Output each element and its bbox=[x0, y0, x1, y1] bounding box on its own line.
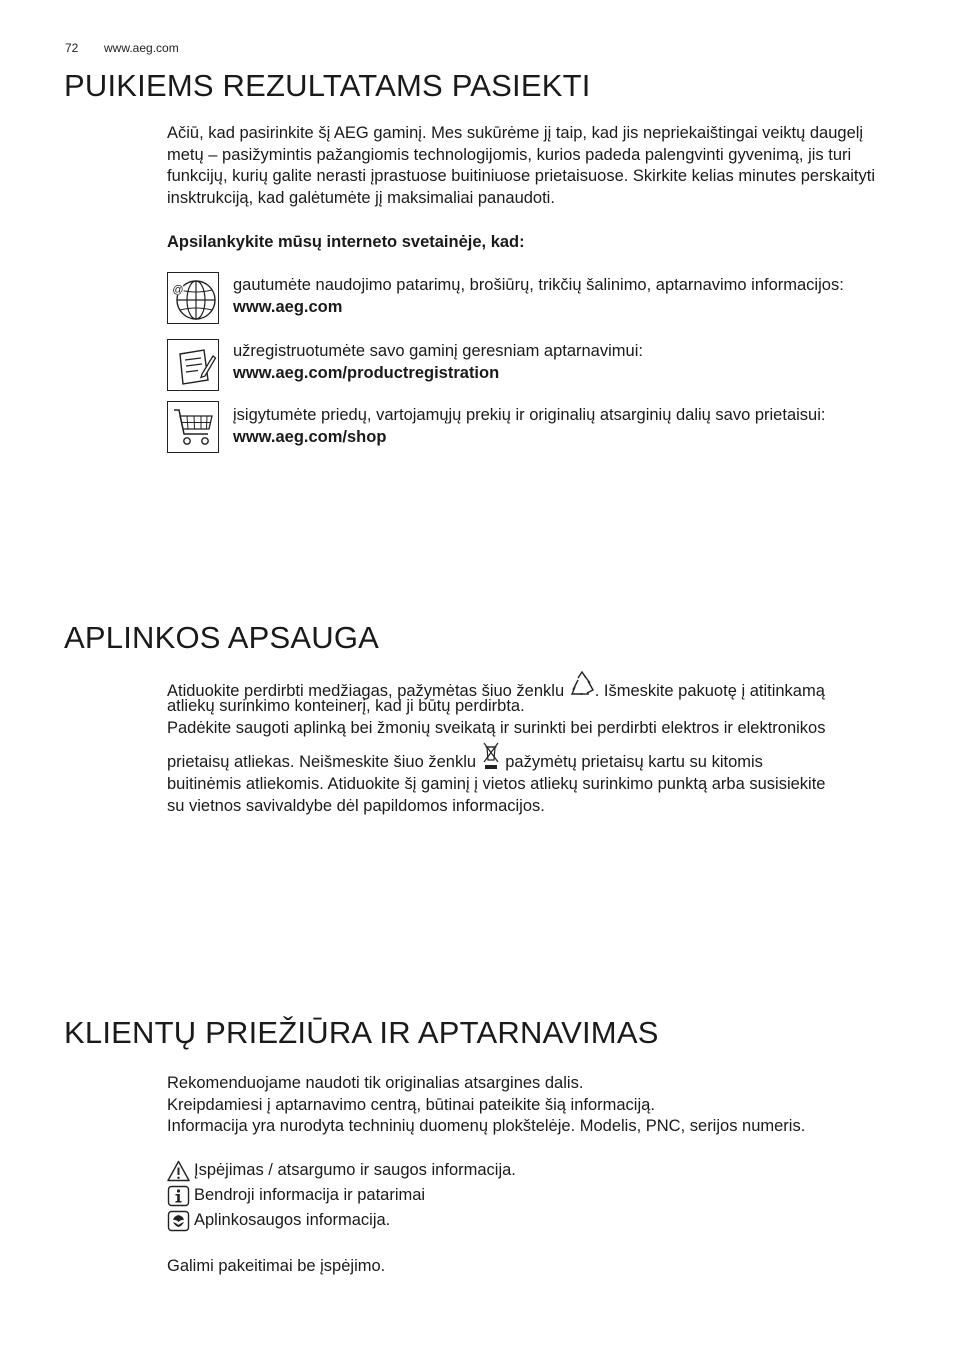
section-title-results: PUIKIEMS REZULTATAMS PASIEKTI bbox=[64, 68, 591, 103]
customer-care-line: Rekomenduojame naudoti tik originalias atsargines dalis. bbox=[167, 1074, 584, 1092]
section-title-environment: APLINKOS APSAUGA bbox=[64, 620, 380, 655]
visit-heading: Apsilankykite mūsų interneto svetainėje, kad: bbox=[167, 233, 525, 251]
env-text-part: prietaisų atliekas. Neišmeskite šiuo ženklu bbox=[167, 753, 481, 772]
env-text-line: atliekų surinkimo konteinerį, kad ji būtų perdirbta. bbox=[167, 697, 525, 715]
link-product-registration[interactable]: www.aeg.com/productregistration bbox=[233, 363, 500, 382]
env-text-line: buitinėmis atliekomis. Atiduokite šį gaminį į vietos atliekų surinkimo punktą arba susisiekite bbox=[167, 775, 826, 794]
legend-row-info bbox=[167, 1183, 897, 1208]
warning-icon bbox=[167, 1160, 190, 1182]
crossed-bin-icon bbox=[481, 741, 501, 771]
globe-icon bbox=[167, 272, 219, 324]
customer-care-line: Kreipdamiesi į aptarnavimo centrą, būtinai pateikite šią informaciją. bbox=[167, 1095, 655, 1114]
visit-item-text: įsigytumėte priedų, vartojamųjų prekių ir originalių atsarginių dalių savo prietaisui: bbox=[233, 406, 826, 424]
legend-text: Aplinkosaugos informacija. bbox=[194, 1210, 391, 1229]
legend-row-environment bbox=[167, 1208, 897, 1233]
page-number: 72 bbox=[65, 41, 79, 55]
link-shop[interactable]: www.aeg.com/shop bbox=[233, 427, 387, 446]
symbol-legend bbox=[167, 1158, 897, 1233]
link-aeg-com[interactable]: www.aeg.com bbox=[233, 297, 343, 316]
environment-text bbox=[167, 670, 897, 817]
section-title-customer-care: KLIENTŲ PRIEŽIŪRA IR APTARNAVIMAS bbox=[64, 1015, 659, 1050]
visit-item-shop bbox=[233, 405, 923, 448]
header-url: www.aeg.com bbox=[104, 41, 179, 55]
customer-care-line: Informacija yra nurodyta techninių duomenų plokštelėje. Modelis, PNC, serijos numeris. bbox=[167, 1117, 806, 1136]
customer-care-text bbox=[167, 1073, 897, 1138]
legend-text: Bendroji informacija ir patarimai bbox=[194, 1185, 426, 1204]
legend-text: Įspėjimas / atsargumo ir saugos informacija. bbox=[194, 1160, 516, 1179]
registration-icon bbox=[167, 339, 219, 391]
visit-item-info bbox=[233, 275, 923, 318]
env-text-part: . Išmeskite pakuotę į atitinkamą bbox=[594, 682, 825, 700]
intro-paragraph bbox=[167, 123, 897, 209]
change-notice: Galimi pakeitimai be įspėjimo. bbox=[167, 1257, 386, 1275]
visit-item-register bbox=[233, 341, 923, 384]
env-text-part: Atiduokite perdirbti medžiagas, pažymėtas šiuo ženklu bbox=[167, 682, 569, 700]
environment-icon bbox=[167, 1210, 190, 1232]
shopping-cart-icon bbox=[167, 401, 219, 453]
intro-text: Ačiū, kad pasirinkite šį AEG gaminį. Mes sukūrėme jį taip, kad jis nepriekaištingai veiktų daugelį metų – pasižymintis pažangiomis technologijomis, kurios padeda palengvinti gyvenimą, jis turi funkcijų, kurių galite nerasti įprastuose buitiniuose prietaisuose. Skirkite kelias minutes perskaityti insktrukciją, kad galėtumėte jį maksimaliai panaudoti. bbox=[167, 124, 876, 207]
recycle-icon bbox=[569, 670, 595, 698]
visit-item-text: užregistruotumėte savo gaminį geresniam aptarnavimui: bbox=[233, 342, 643, 360]
env-text-part: pažymėtų prietaisų kartu su kitomis bbox=[500, 753, 763, 772]
info-icon bbox=[167, 1185, 190, 1207]
legend-row-warning bbox=[167, 1158, 897, 1183]
visit-item-text: gautumėte naudojimo patarimų, brošiūrų, trikčių šalinimo, aptarnavimo informacijos: bbox=[233, 276, 844, 294]
env-text-line: Padėkite saugoti aplinką bei žmonių sveikatą ir surinkti bei perdirbti elektros ir elektronikos bbox=[167, 718, 826, 737]
env-text-line: su vietnos savivaldybe dėl papildomos informacijos. bbox=[167, 796, 545, 815]
svg-text:@: @ bbox=[172, 284, 184, 296]
